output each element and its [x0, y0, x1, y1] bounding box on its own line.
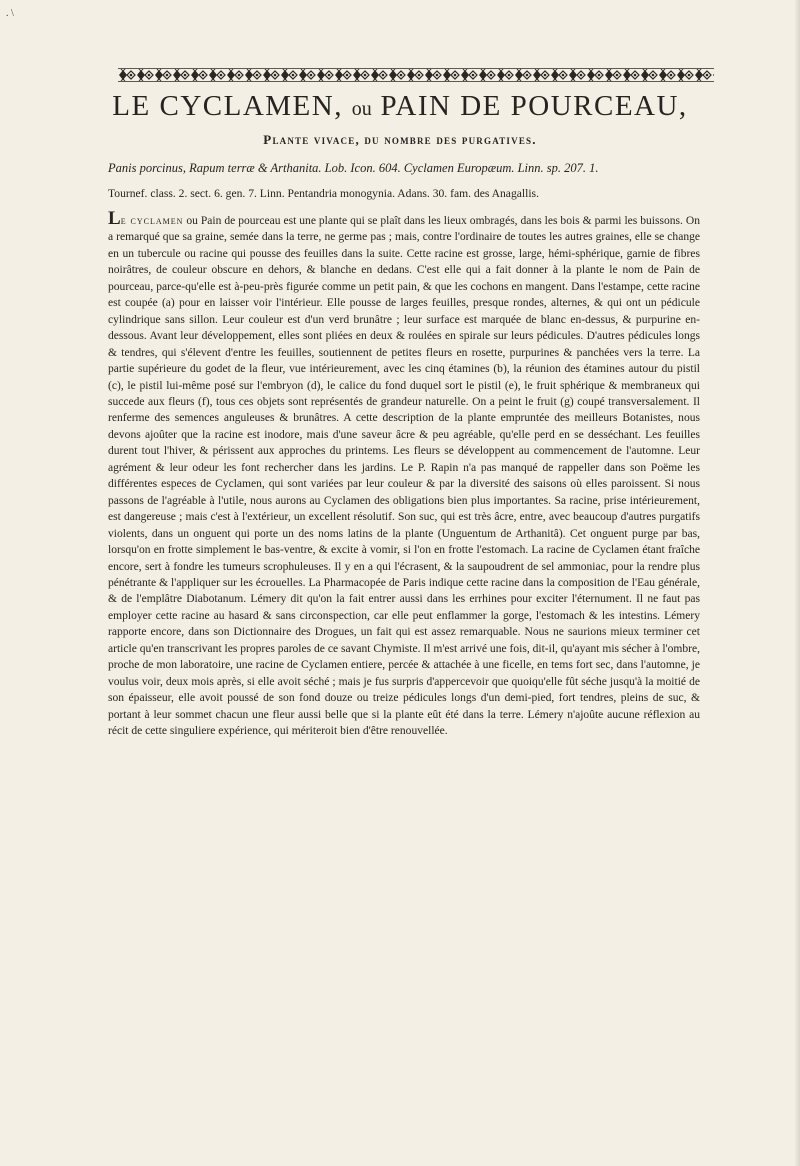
title-conjunction: ou: [351, 98, 372, 120]
fleuron-band-icon: [118, 68, 714, 82]
synonyms-line: [108, 160, 700, 176]
page-subtitle: Plante vivace, du nombre des purgatives.: [263, 132, 537, 147]
title-main-a: LE CYCLAMEN: [112, 90, 335, 122]
title-main-b: PAIN DE POURCEAU,: [380, 90, 688, 122]
page-mark: . \: [6, 8, 14, 19]
references-line: Tournef. class. 2. sect. 6. gen. 7. Linn. Pentandria monogynia. Adans. 30. fam. des Anagallis.: [108, 187, 539, 200]
page-edge-shadow: [794, 0, 800, 1166]
synonyms-text: Panis porcinus, Rapum terræ & Arthanita. Lob. Icon. 604. Cyclamen Europæum. Linn. sp. 207. 1.: [108, 161, 599, 175]
body-paragraph: [108, 208, 700, 740]
lead-words: e cyclamen: [120, 215, 184, 227]
page-title: LE CYCLAMEN, ou PAIN DE POURCEAU,: [112, 90, 688, 122]
drop-cap: L: [108, 208, 121, 229]
body-text: ou Pain de pourceau est une plante qui se plaît dans les lieux ombragés, dans les bois & parmi les buissons. On a remarqué que sa graine, semée dans la terre, ne germe pas ; mais, contre l'ordinaire de toutes les autres graines, elle se change en un tubercule ou racine qui pousse des feuilles dans la suite. Cette racine est grosse, large, hémi-sphérique, garnie de fibres noirâtres, de couleur obscure en dehors, & blanche en dedans. C'est elle qui a fait donner à la plante le nom de Pain de pourceau, parce-qu'elle est à-peu-près figurée comme un petit pain, & que les cochons en mangent. Dans l'estampe, cette racine est coupée (a) pour en laisser voir l'intérieur. Elle pousse de larges feuilles, presque rondes, alternes, & qui ont un pédicule cylindrique sans sillon. Leur couleur est d'un verd brunâtre ; leur surface est marquée de blanc en-dessus, & purpurine en-dessous. Avant leur développement, elles sont pliées en deux & roulées en spirale sur leurs pédicules. D'autres pédicules longs & tendres, qui s'élevent d'entre les feuilles, soutiennent de petites fleurs en rosette, purpurines & panchées vers la terre. La partie supérieure du godet de la fleur, vue intérieurement, avec les cinq étamines (b), la réunion des étamines autour du pistil (c), le pistil lui-même posé sur l'embryon (d), le calice du fond duquel sort le pistil (e), le fruit sphérique & membraneux qui succede aux fleurs (f), tous ces objets sont représentés de grandeur naturelle. On a peint le fruit (g) coupé transversalement. Il renferme des semences anguleuses & brunâtres. A cette description de la plante empruntée des meilleurs Botanistes, nous devons ajoûter que la racine est inodore, mais d'une saveur âcre & peu agréable, qu'elle perd en se desséchant. Les feuilles durent tout l'hiver, & périssent aux approches du printems. Les fleurs se développent au commencement de l'automne. Leur agrément & leur odeur les font rechercher dans les jardins. Le P. Rapin n'a pas manqué de rappeller dans son Poëme les différentes especes de Cyclamen, qui sont variées par leur couleur & par la diversité des saisons où elles paroissent. Si nous passons de l'agréable à l'utile, nous aurons au Cyclamen des obligations bien plus importantes. Sa racine, prise intérieurement, est dangereuse ; mais c'est à l'extérieur, un excellent résolutif. Son suc, qui est très âcre, entre, avec beaucoup d'autres purgatifs violents, dans un onguent qui porte un des noms latins de la plante (Unguentum de Arthanitâ). Cet onguent purge par bas, lorsqu'on en frotte simplement le bas-ventre, & excite à vomir, si l'on en frotte l'estomach. La racine de Cyclamen étant fraîche encore, sert à fondre les tumeurs scrophuleuses. Il y en a qui l'écrasent, & la saupoudrent de sel ammoniac, pour la rendre plus pénétrante & l'appliquer sur les écrouelles. La Pharmacopée de Paris indique cette racine dans la composition de l'Eau générale, & de l'emplâtre Diabotanum. Lémery dit qu'on la fait entrer aussi dans les errhines pour exciter l'éternument. Il ne faut pas employer cette racine au hasard & sans circonspection, car elle peut enflammer la gorge, l'estomach & les intestins. Lémery rapporte encore, dans son Dictionnaire des Drogues, un fait qui est assez remarquable. Nous ne saurions mieux terminer cet article qu'en transcrivant les propres paroles de ce savant Chymiste. Il m'est arrivé une fois, dit-il, qu'ayant mis sécher à l'ombre, proche de mon laboratoire, une racine de Cyclamen entiere, percée & attachée à une ficelle, en tems fort sec, dans l'automne, je voulus voir, deux mois après, si elle avoit séché ; mais je fus surpris d'appercevoir que quoiqu'elle fût séche jusqu'à la moitié de son épaisseur, elle avoit poussé de son fond douze ou treize pédicules longs d'un demi-pied, fort tendres, pleins de suc, & portant à leur sommet chacun une fleur aussi belle que si la plante eût été dans la terre. Lémery n'ajoûte aucune réflexion au récit de cette singuliere expérience, qui mériteroit bien d'être renouvellée.: [108, 215, 700, 738]
